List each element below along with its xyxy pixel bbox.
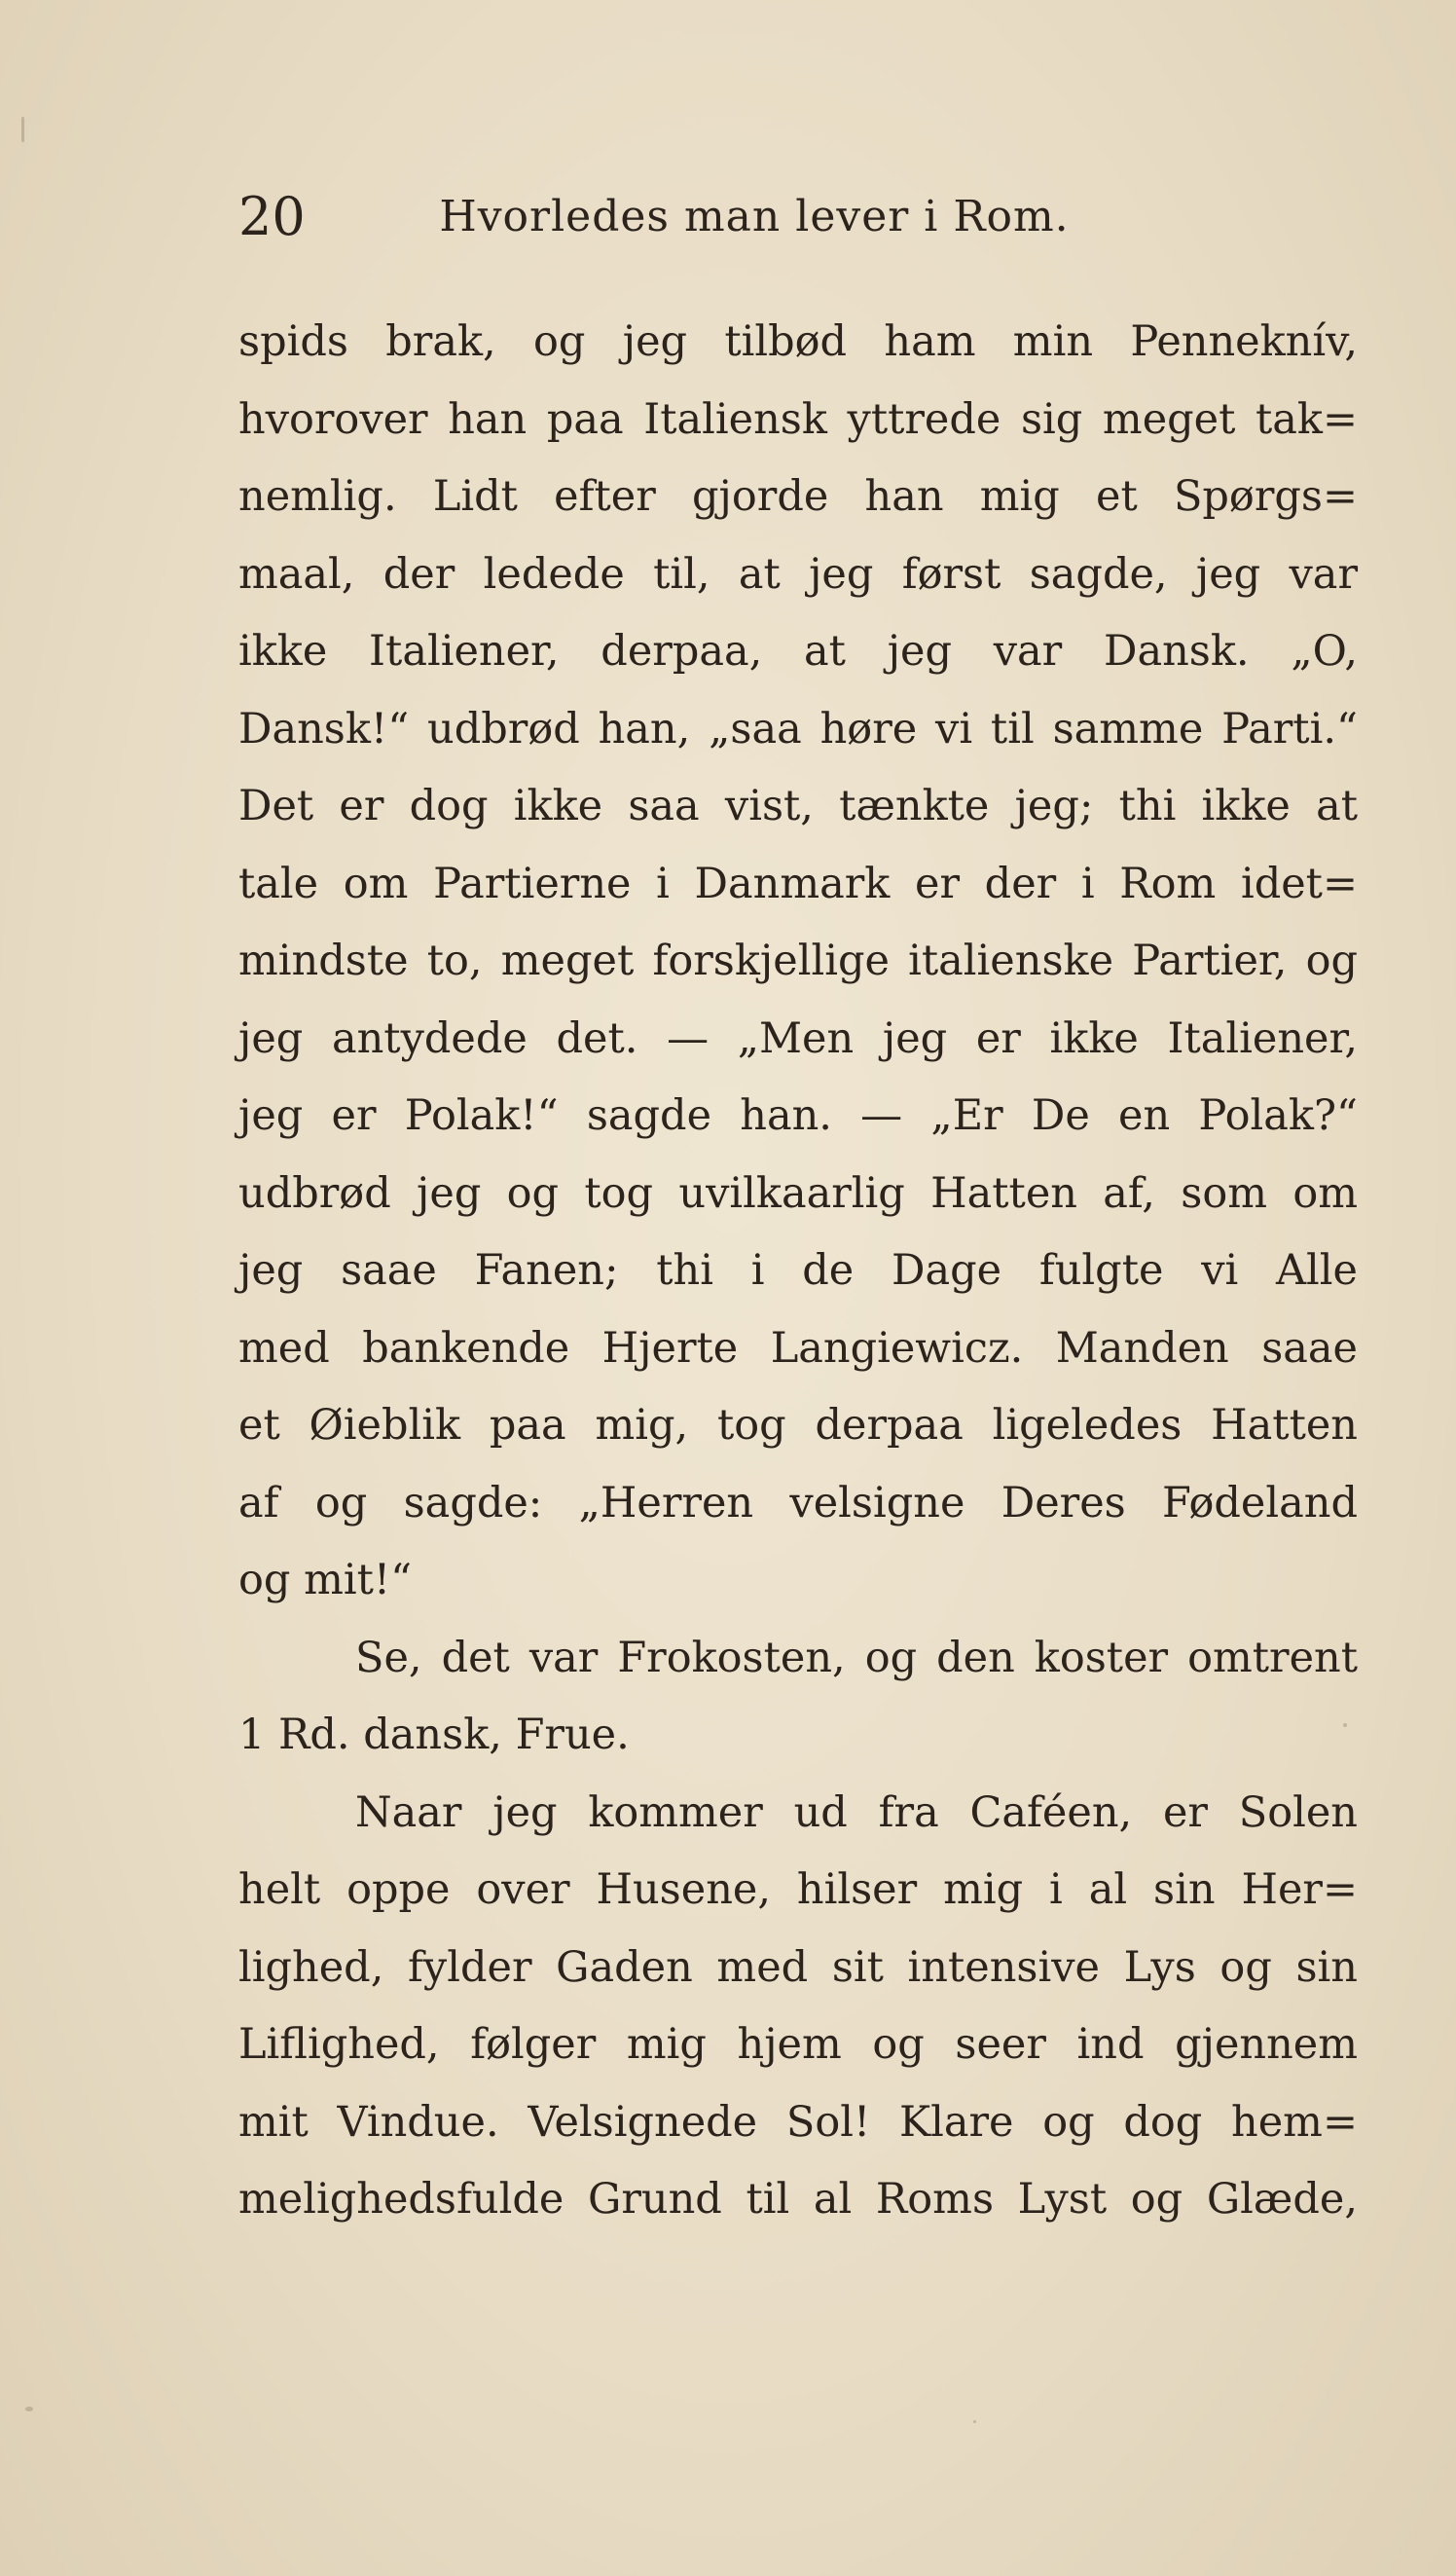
paper-speck [25,2407,33,2411]
text-line: jeg antydede det. — „Men jeg er ikke Italiener, [238,1013,1358,1063]
text-line: Dansk!“ udbrød han, „saa høre vi til samme Parti.“ [238,704,1358,754]
body-text [238,304,1358,2239]
text-line: med bankende Hjerte Langiewicz. Manden saae [238,1323,1358,1373]
paragraph-start-line: Naar jeg kommer ud fra Caféen, er Solen [355,1787,1358,1837]
paper-speck [973,2420,976,2423]
text-line: udbrød jeg og tog uvilkaarlig Hatten af, som om [238,1168,1358,1218]
text-line: jeg er Polak!“ sagde han. — „Er De en Polak?“ [238,1091,1358,1140]
text-line: mindste to, meget forskjellige italienske Partier, og [238,937,1358,985]
page-header [238,183,1358,251]
text-line: hvorover han paa Italiensk yttrede sig meget tak= [238,394,1358,444]
text-line: nemlig. Lidt efter gjorde han mig et Spørgs= [238,472,1358,521]
text-line: Liflighed, følger mig hjem og seer ind gjennem [238,2020,1358,2069]
paper-speck [1343,1723,1347,1727]
text-line: ikke Italiener, derpaa, at jeg var Dansk. „O, [238,627,1358,676]
text-line: af og sagde: „Herren velsigne Deres Fødeland [238,1478,1358,1527]
text-line: mit Vindue. Velsignede Sol! Klare og dog hem= [238,2097,1358,2147]
text-line: lighed, fylder Gaden med sit intensive Lys og sin [238,1942,1358,1992]
page-number: 20 [238,186,306,247]
text-line: helt oppe over Husene, hilser mig i al sin Her= [238,1865,1358,1914]
text-line: Det er dog ikke saa vist, tænkte jeg; thi ikke at [238,782,1358,830]
text-line: maal, der ledede til, at jeg først sagde, jeg var [238,549,1358,599]
text-line: melighedsfulde Grund til al Roms Lyst og Glæde, [238,2175,1358,2224]
paragraph-start-line: Se, det var Frokosten, og den koster omtrent [355,1633,1358,1682]
paragraph-end-line: og mit!“ [238,1556,413,1604]
text-line: et Øieblik paa mig, tog derpaa ligeledes Hatten [238,1401,1358,1450]
text-line: spids brak, og jeg tilbød ham min Penneknív, [238,317,1358,366]
text-line: tale om Partierne i Danmark er der i Rom idet= [238,859,1358,908]
paper-speck [21,117,24,142]
running-title: Hvorledes man lever i Rom. [439,192,1070,241]
text-line: jeg saae Fanen; thi i de Dage fulgte vi Alle [238,1246,1358,1295]
paragraph-end-line: 1 Rd. dansk, Frue. [238,1711,630,1759]
